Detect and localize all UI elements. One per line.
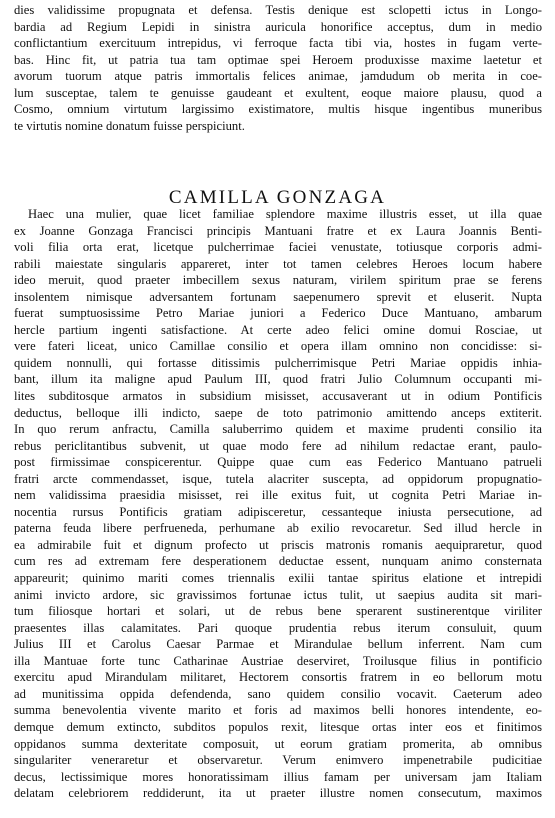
text-line: demque demum extincto, subditos populos rexit, litesque ortas inter eos et finitimos xyxy=(14,719,542,734)
text-line: nem validissima praesidia misisset, rei ille exitus fuit, ut cognita Petri Mariae in- xyxy=(14,488,542,503)
text-line: decus, lectissimique mores honoratissimam illius famam per universam jam Italiam xyxy=(14,769,542,784)
text-line: ea admirabile fuit et dignum profecto ut priscis matronis romanis aequipraretur, quod xyxy=(14,537,542,552)
text-line: bas. Hinc fit, ut patria tua tam optimae spei Heroem produxisse maxime laetetur et xyxy=(14,52,542,67)
text-line: animi invicto ardore, sic gravissimos fortunae ictus tulit, ut saepius audita sit mari- xyxy=(14,587,542,602)
text-line: voli filia orta erat, licetque pulcherrimae faciei venustate, totiusque corporis admi- xyxy=(14,240,542,255)
text-line: avorum tuorum atque patris immortalis felices animae, jamdudum ob merita in coe- xyxy=(14,69,542,84)
text-line: dies validissime propugnata et defensa. Testis denique est sclopetti ictus in Longo- xyxy=(14,3,542,17)
text-line: te virtutis nomine donatum fuisse perspiciunt. xyxy=(14,118,245,133)
text-line: singulariter veneraretur et observaretur. Verum enimvero impenetrabile pudicitiae xyxy=(14,753,542,768)
text-line: paterna feuda libere perfrueneda, perhumane ab exilio revocaretur. Sed illud hercle in xyxy=(14,521,542,536)
text-line: hercle partium ingenti satisfactione. At certe adeo felici omine domui Rosciae, ut xyxy=(14,322,542,337)
text-line: bant, illum ita maligne apud Paulum III, quod fratri Julio Columnum occupanti mi- xyxy=(14,372,542,387)
text-line: post firmissimae conspicerentur. Quippe quae cum eas Federico Mantuano patrueli xyxy=(14,455,542,470)
section-heading: CAMILLA GONZAGA xyxy=(168,186,387,208)
text-line: oppidanos summa dexteritate composuit, ut eorum gratiam promerita, ab omnibus xyxy=(14,736,542,751)
text-line: conflictantium exercituum intrepidus, vi ferroque facta tibi via, hostes in fugam verte- xyxy=(14,36,542,51)
text-line: rabili maiestate singularis appareret, inter tot tamen celebres Heroes locum habere xyxy=(14,256,542,271)
text-line: ex Joanne Gonzaga Francisci principis Mantuani fratre et ex Laura Joannis Benti- xyxy=(14,223,542,238)
text-line: bardia ad Regium Lepidi in sinistra auricula honorifice acceptus, dum in medio xyxy=(14,19,542,34)
text-line: praesentes illas calamitates. Pari quoque prudentia rebus iterum consuluit, quum xyxy=(14,620,542,635)
text-line: lum susceptae, talem te genuisse gaudeant et exultent, eoque maiore plausu, quod a xyxy=(14,85,542,100)
text-line: summa benevolentia vivente marito et foris ad maximos belli honores intendente, eo- xyxy=(14,703,542,718)
text-line: delatam celebriorem reddiderunt, ita ut praeter illustre nomen consecutum, maximos xyxy=(14,786,542,801)
text-line: fuerat sumptuosissime Petro Mariae juniori a Federico Duce Mantuano, ambarum xyxy=(14,306,542,321)
text-line: cum res ad extremam fere desperationem deductae essent, nunquam animo consternata xyxy=(14,554,542,569)
text-line: tum filiosque hortari et solari, ut de rebus bene sperarent sustinerentque viriliter xyxy=(14,604,542,619)
text-line: illa Mantuae forte tunc Catharinae Austriae deserviret, Troilusque filius in pontificio xyxy=(14,653,542,668)
text-line: ad munitissima oppida defendenda, sano quidem consilio vocavit. Caeterum adeo xyxy=(14,686,542,701)
text-line: In quo rerum anfractu, Camilla saluberrimo quidem et maxime prudenti consilio ita xyxy=(14,422,542,437)
text-line: vere fateri liceat, unico Camillae consilio et opera illam omnino non concidisse: si- xyxy=(14,339,542,354)
text-line: deductus, belloque illi indicto, saepe de toto patrimonio amittendo anceps extiterit. xyxy=(14,405,542,420)
camilla-gonzaga-paragraph xyxy=(14,206,542,802)
text-line: lites subditosque armatos in subsidium misisset, accusaverant ut in odium Pontificis xyxy=(14,389,542,404)
text-line: nocentia rursus Pontificis gratiam adipisceretur, cessanteque iniusta persecutione, ad xyxy=(14,504,542,519)
text-line: insolentem nimisque adversantem fortunam saepenumero sprevit et eluserit. Nupta xyxy=(14,289,542,304)
text-line: Julius III et Carolus Caesar Parmae et Mirandulae bellum inferrent. Nam cum xyxy=(14,637,542,652)
text-line: ideo meruit, quod praeter imbecillem sexus naturam, virilem spiritum prae se ferens xyxy=(14,273,542,288)
text-line: rebus periclitantibus subvenit, ut quae modo fere ad nihilum redactae erant, paulo- xyxy=(14,438,542,453)
text-line: fratri arcte commendasset, isque, tutela alacriter suscepta, ad oppidorum propugnatio- xyxy=(14,471,542,486)
text-line: Cosmo, omnium virtutum largissimo existimatore, multis hisque ingentibus muneribus xyxy=(14,102,542,117)
text-line: Haec una mulier, quae licet familiae splendore maxime illustris esset, ut illa quae xyxy=(28,207,542,221)
text-line: exercitu apud Mirandulam militaret, Hectorem consortis fratrem in eo bellorum motu xyxy=(14,670,542,685)
text-line: quidem nonnulli, qui fortasse ditissimis pulcherrimisque Petri Mariae oppidis inhia- xyxy=(14,355,542,370)
previous-section-paragraph xyxy=(14,2,542,134)
text-line: appareurit; quinimo mariti comes triennalis exilii tantae spiritus elatione et intrepidi xyxy=(14,571,542,586)
